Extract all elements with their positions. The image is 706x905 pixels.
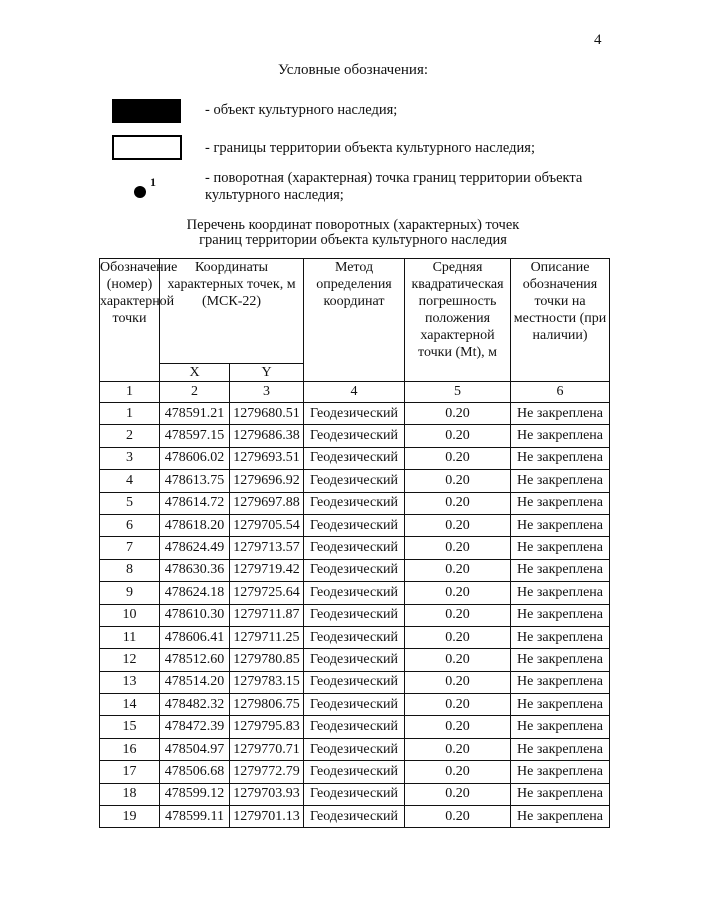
cell-description: Не закреплена: [511, 470, 610, 492]
cell-point-number: 18: [100, 783, 160, 805]
column-number: 6: [511, 382, 610, 403]
table-row: [100, 716, 610, 738]
cell-description: Не закреплена: [511, 492, 610, 514]
cell-x: 478506.68: [160, 761, 230, 783]
cell-x: 478591.21: [160, 403, 230, 425]
cell-point-number: 9: [100, 582, 160, 604]
legend-text-line: - поворотная (характерная) точка границ территории объекта: [205, 170, 583, 186]
cell-description: Не закреплена: [511, 582, 610, 604]
cell-error: 0.20: [405, 514, 511, 536]
list-title: [0, 218, 706, 248]
column-number: 3: [230, 382, 304, 403]
cell-x: 478610.30: [160, 604, 230, 626]
cell-point-number: 1: [100, 403, 160, 425]
cell-x: 478512.60: [160, 649, 230, 671]
cell-x: 478482.32: [160, 694, 230, 716]
legend-text: - границы территории объекта культурного наследия;: [205, 140, 535, 156]
cell-point-number: 13: [100, 671, 160, 693]
cell-y: 1279725.64: [230, 582, 304, 604]
cell-method: Геодезический: [304, 738, 405, 760]
list-title-line: Перечень координат поворотных (характерных) точек: [186, 217, 520, 233]
cell-y: 1279783.15: [230, 671, 304, 693]
cell-x: 478606.41: [160, 626, 230, 648]
header-method: Метод определения координат: [304, 259, 405, 382]
cell-method: Геодезический: [304, 783, 405, 805]
cell-point-number: 19: [100, 806, 160, 828]
cell-x: 478472.39: [160, 716, 230, 738]
outline-box-icon: [112, 135, 182, 160]
cell-point-number: 16: [100, 738, 160, 760]
point-dot-icon: [134, 186, 146, 198]
cell-description: Не закреплена: [511, 649, 610, 671]
page-number: 4: [594, 32, 602, 48]
header-error: Средняя квадратическая погрешность положения характерной точки (Mt), м: [405, 259, 511, 382]
cell-point-number: 14: [100, 694, 160, 716]
coordinates-table: [99, 258, 610, 828]
cell-method: Геодезический: [304, 514, 405, 536]
table-row: [100, 470, 610, 492]
cell-x: 478630.36: [160, 559, 230, 581]
cell-method: Геодезический: [304, 447, 405, 469]
header-x: X: [160, 364, 230, 382]
cell-description: Не закреплена: [511, 425, 610, 447]
list-title-line: границ территории объекта культурного наследия: [199, 232, 507, 248]
cell-method: Геодезический: [304, 649, 405, 671]
cell-y: 1279711.25: [230, 626, 304, 648]
cell-method: Геодезический: [304, 582, 405, 604]
cell-error: 0.20: [405, 604, 511, 626]
cell-description: Не закреплена: [511, 761, 610, 783]
legend-text: [205, 170, 582, 204]
cell-point-number: 3: [100, 447, 160, 469]
cell-y: 1279697.88: [230, 492, 304, 514]
cell-description: Не закреплена: [511, 447, 610, 469]
cell-description: Не закреплена: [511, 694, 610, 716]
cell-method: Геодезический: [304, 492, 405, 514]
cell-description: Не закреплена: [511, 626, 610, 648]
cell-point-number: 15: [100, 716, 160, 738]
table-row: [100, 582, 610, 604]
filled-box-icon: [112, 99, 181, 123]
table-row: [100, 626, 610, 648]
table-row: [100, 604, 610, 626]
cell-description: Не закреплена: [511, 671, 610, 693]
table-row: [100, 514, 610, 536]
cell-error: 0.20: [405, 425, 511, 447]
cell-y: 1279770.71: [230, 738, 304, 760]
cell-method: Геодезический: [304, 604, 405, 626]
cell-x: 478613.75: [160, 470, 230, 492]
cell-error: 0.20: [405, 582, 511, 604]
cell-error: 0.20: [405, 738, 511, 760]
cell-error: 0.20: [405, 559, 511, 581]
table-row: [100, 447, 610, 469]
cell-point-number: 5: [100, 492, 160, 514]
header-description: Описание обозначения точки на местности (при наличии): [511, 259, 610, 382]
cell-error: 0.20: [405, 783, 511, 805]
column-number: 1: [100, 382, 160, 403]
column-number: 4: [304, 382, 405, 403]
cell-description: Не закреплена: [511, 716, 610, 738]
cell-y: 1279696.92: [230, 470, 304, 492]
legend-title: Условные обозначения:: [277, 62, 429, 78]
cell-error: 0.20: [405, 694, 511, 716]
column-number-row: [100, 382, 610, 403]
cell-description: Не закреплена: [511, 537, 610, 559]
table-row: [100, 649, 610, 671]
table-row: [100, 425, 610, 447]
cell-x: 478504.97: [160, 738, 230, 760]
header-designation: Обозначение (номер) характерной точки: [100, 259, 160, 382]
cell-method: Геодезический: [304, 626, 405, 648]
cell-description: Не закреплена: [511, 604, 610, 626]
cell-description: Не закреплена: [511, 514, 610, 536]
cell-error: 0.20: [405, 716, 511, 738]
legend-text-line: культурного наследия;: [205, 187, 344, 203]
cell-point-number: 17: [100, 761, 160, 783]
table-row: [100, 694, 610, 716]
cell-y: 1279705.54: [230, 514, 304, 536]
cell-y: 1279772.79: [230, 761, 304, 783]
cell-error: 0.20: [405, 492, 511, 514]
cell-error: 0.20: [405, 626, 511, 648]
cell-method: Геодезический: [304, 694, 405, 716]
cell-error: 0.20: [405, 470, 511, 492]
column-number: 5: [405, 382, 511, 403]
cell-x: 478606.02: [160, 447, 230, 469]
cell-error: 0.20: [405, 806, 511, 828]
cell-point-number: 2: [100, 425, 160, 447]
cell-point-number: 10: [100, 604, 160, 626]
table-row: [100, 403, 610, 425]
cell-description: Не закреплена: [511, 559, 610, 581]
cell-point-number: 12: [100, 649, 160, 671]
cell-error: 0.20: [405, 649, 511, 671]
cell-x: 478597.15: [160, 425, 230, 447]
cell-error: 0.20: [405, 403, 511, 425]
point-number-marker: 1: [150, 175, 156, 189]
table-row: [100, 761, 610, 783]
cell-x: 478618.20: [160, 514, 230, 536]
cell-error: 0.20: [405, 447, 511, 469]
cell-x: 478624.18: [160, 582, 230, 604]
cell-x: 478514.20: [160, 671, 230, 693]
cell-method: Геодезический: [304, 425, 405, 447]
table-row: [100, 738, 610, 760]
cell-method: Геодезический: [304, 403, 405, 425]
cell-x: 478599.12: [160, 783, 230, 805]
cell-method: Геодезический: [304, 716, 405, 738]
cell-y: 1279703.93: [230, 783, 304, 805]
cell-method: Геодезический: [304, 470, 405, 492]
cell-y: 1279686.38: [230, 425, 304, 447]
cell-y: 1279680.51: [230, 403, 304, 425]
cell-y: 1279701.13: [230, 806, 304, 828]
cell-point-number: 7: [100, 537, 160, 559]
cell-error: 0.20: [405, 537, 511, 559]
cell-x: 478624.49: [160, 537, 230, 559]
table-row: [100, 783, 610, 805]
table-row: [100, 492, 610, 514]
header-y: Y: [230, 364, 304, 382]
cell-method: Геодезический: [304, 806, 405, 828]
cell-description: Не закреплена: [511, 738, 610, 760]
table-row: [100, 559, 610, 581]
cell-y: 1279693.51: [230, 447, 304, 469]
cell-x: 478599.11: [160, 806, 230, 828]
table-row: [100, 537, 610, 559]
column-number: 2: [160, 382, 230, 403]
cell-y: 1279806.75: [230, 694, 304, 716]
cell-description: Не закреплена: [511, 806, 610, 828]
cell-y: 1279795.83: [230, 716, 304, 738]
cell-method: Геодезический: [304, 559, 405, 581]
cell-error: 0.20: [405, 671, 511, 693]
table-row: [100, 671, 610, 693]
cell-point-number: 11: [100, 626, 160, 648]
cell-y: 1279780.85: [230, 649, 304, 671]
cell-method: Геодезический: [304, 761, 405, 783]
cell-method: Геодезический: [304, 537, 405, 559]
cell-description: Не закреплена: [511, 783, 610, 805]
cell-y: 1279711.87: [230, 604, 304, 626]
cell-y: 1279719.42: [230, 559, 304, 581]
cell-y: 1279713.57: [230, 537, 304, 559]
legend-text: - объект культурного наследия;: [205, 102, 398, 118]
cell-description: Не закреплена: [511, 403, 610, 425]
header-coordinates: Координаты характерных точек, м (МСК-22): [160, 259, 304, 364]
cell-x: 478614.72: [160, 492, 230, 514]
table-row: [100, 806, 610, 828]
cell-error: 0.20: [405, 761, 511, 783]
cell-point-number: 6: [100, 514, 160, 536]
cell-point-number: 8: [100, 559, 160, 581]
cell-method: Геодезический: [304, 671, 405, 693]
cell-point-number: 4: [100, 470, 160, 492]
